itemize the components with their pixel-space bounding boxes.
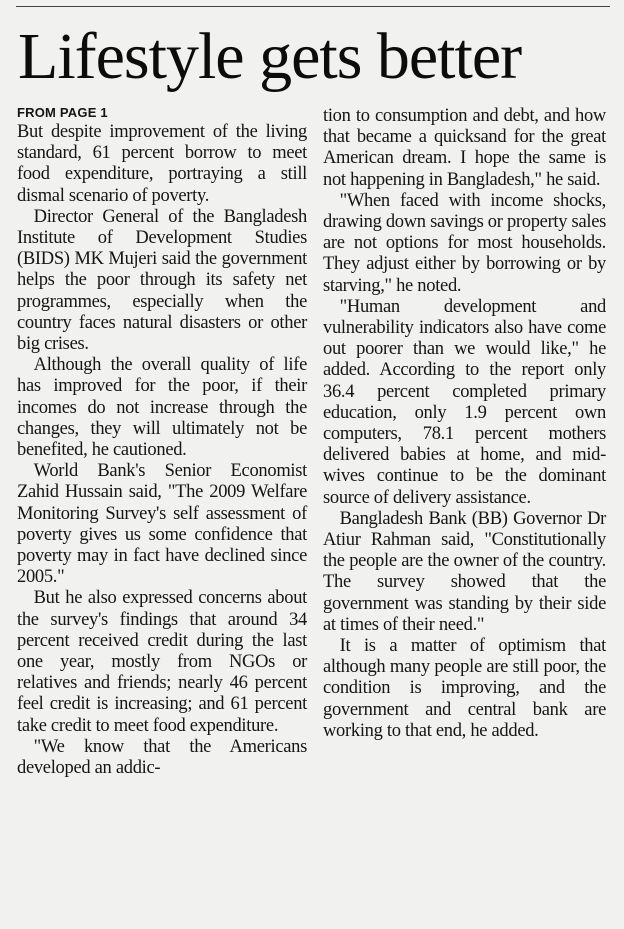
- paragraph: Although the overall quality of life has improved for the poor, if their incomes do not increase through the changes, they will ultimately not be benefited, he cautioned.: [17, 355, 307, 461]
- kicker: FROM PAGE 1: [17, 105, 108, 120]
- left-column: [17, 104, 307, 779]
- paragraph: Director General of the Bangladesh Institute of Development Studies (BIDS) MK Mujeri said the government helps the poor through its safety net programmes, especially when the country faces natural disasters or other big crises.: [17, 206, 307, 355]
- paragraph: "We know that the Americans developed an addic-: [17, 736, 307, 779]
- right-column: [323, 106, 606, 742]
- headline: Lifestyle gets better: [18, 20, 522, 93]
- paragraph: But despite improvement of the living standard, 61 percent borrow to meet food expenditure, portraying a still dismal scenario of poverty.: [17, 122, 307, 206]
- top-rule: [16, 6, 610, 7]
- paragraph: It is a matter of optimism that although many people are still poor, the condition is improving, and the government and central bank are working to that end, he added.: [323, 636, 606, 741]
- paragraph: Bangladesh Bank (BB) Governor Dr Atiur Rahman said, "Constitutionally the people are the owner of the country. The survey showed that the government was standing by their side at times of their need.": [323, 508, 606, 635]
- paragraph: "Human development and vulnerability indicators also have come out poorer than we would like," he added. According to the report only 36.4 percent completed primary education, only 1.9 percent own computers, 78.1 percent mothers delivered babies at home, and mid-wives continue to be the dominant source of delivery assistance.: [323, 296, 606, 508]
- paragraph: "When faced with income shocks, drawing down savings or property sales are not options for most households. They adjust either by borrowing or by starving," he noted.: [323, 190, 607, 296]
- paragraph: But he also expressed concerns about the survey's findings that around 34 percent received credit during the last one year, mostly from NGOs or relatives and friends; nearly 46 percent feel credit is increasing; and 61 percent take credit to meet food expenditure.: [17, 588, 307, 736]
- paragraph: World Bank's Senior Economist Zahid Hussain said, "The 2009 Welfare Monitoring Survey's self assessment of poverty gives us some confidence that poverty may in fact have declined since 2005.": [17, 461, 307, 588]
- paragraph: tion to consumption and debt, and how that became a quicksand for the great American dream. I hope the same is not happening in Bangladesh," he said.: [323, 106, 606, 190]
